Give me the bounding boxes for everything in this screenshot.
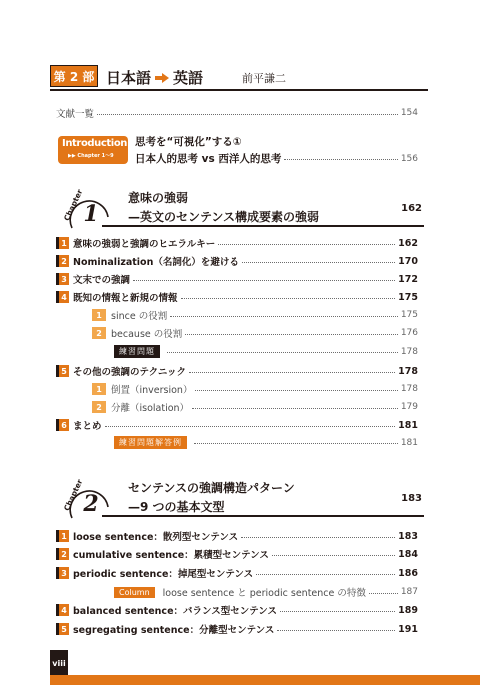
toc-subentry[interactable] xyxy=(92,400,418,414)
toc-entry[interactable] xyxy=(56,418,418,432)
toc-subentry[interactable] xyxy=(92,326,418,340)
leader-dots xyxy=(97,114,398,115)
part-header xyxy=(50,65,428,89)
toc-entry-page: 170 xyxy=(398,255,418,267)
leader-dots xyxy=(218,244,395,245)
section-number-badge: 4 xyxy=(56,604,69,616)
leader-dots xyxy=(185,334,398,335)
leader-dots xyxy=(272,555,395,556)
toc-entry-label: cumulative sentence：累積型センテンス xyxy=(73,550,269,561)
chapter-1-label: Chapter xyxy=(62,187,85,223)
toc-entry-label: Nominalization（名詞化）を避ける xyxy=(73,257,239,268)
exercise-answers-tag: 練習問題解答例 xyxy=(114,436,187,449)
toc-entry-label: 分離（isolation） xyxy=(111,403,190,414)
toc-entry[interactable] xyxy=(56,547,418,561)
leader-dots xyxy=(280,611,395,612)
toc-entry[interactable] xyxy=(56,290,418,304)
toc-entry-page: 176 xyxy=(400,328,418,338)
toc-entry-label: since の役割 xyxy=(111,311,168,322)
intro-title-line1[interactable]: 思考を“可視化”する① xyxy=(135,136,242,148)
toc-entry-label: loose sentence：散列型センテンス xyxy=(73,532,239,543)
part-author: 前平謙二 xyxy=(242,72,286,85)
toc-entry[interactable] xyxy=(56,254,418,268)
toc-entry-label: 倒置（inversion） xyxy=(111,385,193,396)
toc-entry-page: 187 xyxy=(400,587,418,597)
toc-entry-label: periodic sentence：掉尾型センテンス xyxy=(73,569,254,580)
leader-dots xyxy=(105,426,396,427)
toc-entry-page: 181 xyxy=(400,437,418,448)
toc-subentry[interactable] xyxy=(92,382,418,396)
toc-entry-label: 文末での強調 xyxy=(73,275,131,286)
subsection-number-badge: 1 xyxy=(92,383,106,395)
toc-entry-page: 178 xyxy=(398,365,418,377)
part-title-left: 日本語 xyxy=(106,69,152,87)
toc-entry-page: 178 xyxy=(400,384,418,394)
toc-entry-label: segregating sentence：分離型センテンス xyxy=(73,625,275,636)
footer-accent-bar xyxy=(50,675,480,685)
toc-entry-page: 156 xyxy=(400,153,418,164)
section-number-badge: 3 xyxy=(56,567,69,579)
leader-dots xyxy=(170,316,398,317)
chapter-2-subtitle: —9 つの基本文型 xyxy=(128,500,225,514)
leader-dots xyxy=(284,159,397,160)
introduction-badge xyxy=(58,136,128,164)
intro-title-line2: 日本人的思考 vs 西洋人的思考 xyxy=(135,153,282,165)
toc-entry-label: その他の強調のテクニック xyxy=(73,367,187,378)
toc-entry-page: 175 xyxy=(400,310,418,320)
column-tag: Column xyxy=(114,587,155,598)
toc-entry-page: 181 xyxy=(398,419,418,431)
toc-entry-label: balanced sentence：バランス型センテンス xyxy=(73,606,277,617)
toc-entry-label: 既知の情報と新規の情報 xyxy=(73,293,178,304)
subsection-number-badge: 2 xyxy=(92,327,106,339)
chapter-1-subtitle: —英文のセンテンス構成要素の強弱 xyxy=(128,210,320,224)
toc-entry-label: because の役割 xyxy=(111,329,183,340)
section-number-badge: 2 xyxy=(56,255,69,267)
toc-entry-label: まとめ xyxy=(73,421,102,432)
section-number-badge: 5 xyxy=(56,623,69,635)
page-number: viii xyxy=(50,650,68,676)
toc-entry-page: 191 xyxy=(398,623,418,635)
toc-entry-page: 162 xyxy=(398,237,418,249)
chapter-2-title: センテンスの強調構造パターン xyxy=(128,481,295,495)
chapter-1-page: 162 xyxy=(401,203,422,214)
leader-dots xyxy=(195,390,397,391)
leader-dots xyxy=(189,372,395,373)
leader-dots xyxy=(256,574,395,575)
toc-subentry[interactable] xyxy=(92,308,418,322)
toc-entry-page: 154 xyxy=(400,108,418,118)
toc-entry-page: 172 xyxy=(398,273,418,285)
toc-exercise-answers[interactable] xyxy=(114,436,418,449)
leader-dots xyxy=(242,262,395,263)
toc-entry[interactable] xyxy=(56,272,418,286)
section-number-badge: 4 xyxy=(56,291,69,303)
part-title xyxy=(106,67,203,88)
toc-entry-page: 184 xyxy=(398,548,418,560)
chapter-2-page: 183 xyxy=(401,493,422,504)
toc-entry[interactable] xyxy=(56,603,418,617)
section-number-badge: 5 xyxy=(56,365,69,377)
toc-entry-label: 意味の強弱と強調のヒエラルキー xyxy=(73,239,216,250)
chapter-2-rule xyxy=(102,515,424,517)
part-title-right: 英語 xyxy=(173,69,204,87)
chapter-1-rule xyxy=(102,225,424,227)
part-badge: 第 2 部 xyxy=(50,65,98,87)
leader-dots xyxy=(167,352,398,353)
leader-dots xyxy=(194,443,398,444)
toc-entry-label: loose sentence と periodic sentence の特徴 xyxy=(162,588,366,599)
chapter-2-label: Chapter xyxy=(62,477,85,513)
toc-entry-intro[interactable] xyxy=(135,151,418,166)
subsection-number-badge: 1 xyxy=(92,309,106,321)
exercise-tag: 練習問題 xyxy=(114,345,160,358)
leader-dots xyxy=(277,630,395,631)
toc-entry[interactable] xyxy=(56,566,418,580)
section-number-badge: 1 xyxy=(56,237,69,249)
leader-dots xyxy=(241,537,395,538)
intro-badge-title: Introduction xyxy=(62,138,128,149)
chapter-2-number: 2 xyxy=(83,491,99,517)
toc-entry[interactable] xyxy=(56,622,418,636)
toc-column[interactable] xyxy=(114,585,418,599)
toc-entry[interactable] xyxy=(56,236,418,250)
leader-dots xyxy=(133,280,395,281)
toc-entry-page: 183 xyxy=(398,530,418,542)
subsection-number-badge: 2 xyxy=(92,401,106,413)
toc-entry-label: 文献一覧 xyxy=(56,109,95,120)
section-number-badge: 2 xyxy=(56,548,69,560)
intro-badge-sub: ▶▶ Chapter 1〜9 xyxy=(68,153,114,159)
section-number-badge: 1 xyxy=(56,530,69,542)
arrow-right-icon xyxy=(155,73,169,83)
toc-exercise[interactable] xyxy=(114,345,418,358)
part-header-rule xyxy=(50,89,428,91)
leader-dots xyxy=(192,408,398,409)
chapter-1-header[interactable] xyxy=(58,187,422,231)
chapter-1-title: 意味の強弱 xyxy=(128,191,189,205)
toc-entry-page: 189 xyxy=(398,604,418,616)
leader-dots xyxy=(181,298,396,299)
section-number-badge: 3 xyxy=(56,273,69,285)
toc-entry-bibliography[interactable] xyxy=(56,106,418,120)
toc-entry-page: 179 xyxy=(400,402,418,412)
toc-entry-page: 175 xyxy=(398,291,418,303)
section-number-badge: 6 xyxy=(56,419,69,431)
chapter-2-header[interactable] xyxy=(58,477,422,521)
toc-entry[interactable] xyxy=(56,529,418,543)
leader-dots xyxy=(369,593,398,594)
toc-entry[interactable] xyxy=(56,364,418,378)
toc-entry-page: 178 xyxy=(400,346,418,357)
chapter-1-number: 1 xyxy=(83,201,99,227)
toc-entry-page: 186 xyxy=(398,567,418,579)
